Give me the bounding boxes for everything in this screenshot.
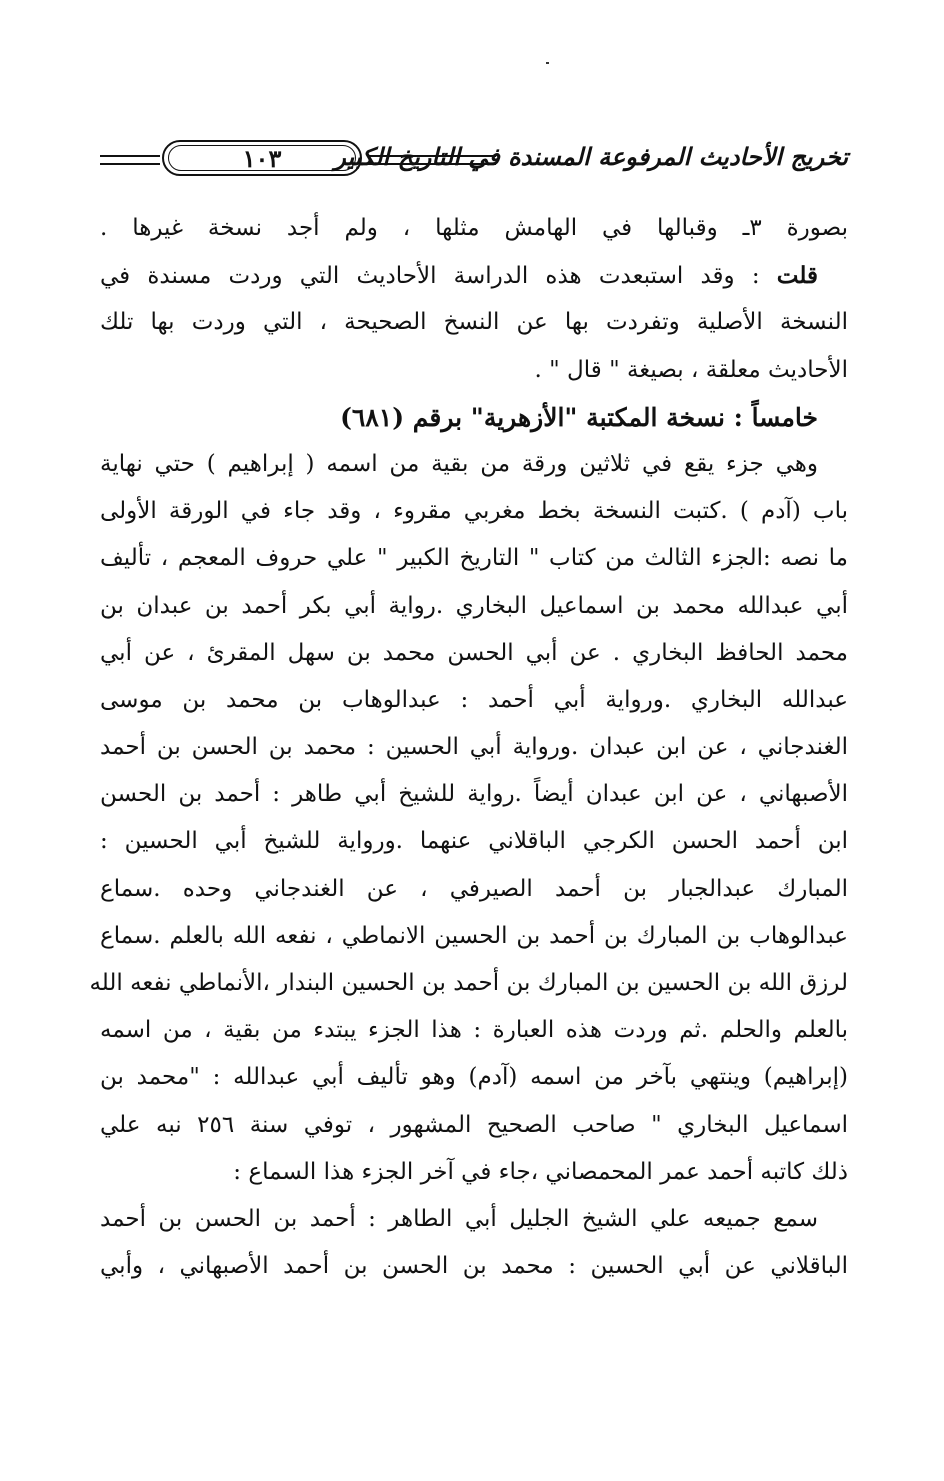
text-line: أبي عبدالله محمد بن اسماعيل البخاري .رواية أبي بكر أحمد بن عبدان بن (100, 592, 848, 619)
page-number: ١٠٣ (242, 143, 282, 173)
text-line: الباقلاني عن أبي الحسين : محمد بن الحسن بن أحمد الأصبهاني ، وأبي (100, 1253, 848, 1280)
running-title: تخريج الأحاديث المرفوعة المسندة في التاريخ الكبير (334, 142, 848, 171)
qultu-keyword: قلت (776, 262, 818, 290)
text-line: الأصبهاني ، عن ابن عبدان أيضاً .رواية للشيخ أبي طاهر : أحمد بن الحسن (100, 781, 848, 808)
text-line: بالعلم والحلم .ثم وردت هذه العبارة : هذا الجزء يبتدء من بقية ، من اسمه (100, 1017, 848, 1044)
text-line: عبدالله البخاري .ورواية أبي أحمد : عبدالوهاب بن محمد بن موسى (100, 686, 848, 713)
text-line: المبارك عبدالجبار بن أحمد الصيرفي ، عن الغندجاني وحده .سماع (100, 875, 848, 902)
paragraph (89, 441, 849, 1196)
text-line: لرزق الله بن الحسين بن المبارك بن أحمد بن الحسين البندار ،الأنماطي نفعه الله (89, 970, 848, 996)
text-line: اسماعيل البخاري " صاحب الصحيح المشهور ، توفي سنة ٢٥٦ نبه علي (100, 1111, 849, 1138)
scan-speck (546, 62, 549, 64)
text-line: محمد الحافظ البخاري . عن أبي الحسن محمد بن سهل المقرئ ، عن أبي (100, 639, 848, 666)
text-line: الأحاديث معلقة ، بصيغة " قال " . (534, 356, 848, 383)
paragraph (100, 1196, 848, 1290)
text-line: ما نصه :الجزء الثالث من كتاب " التاريخ الكبير " علي حروف المعجم ، تأليف (100, 545, 848, 572)
text-line: بصورة ٣ـ وقبالها في الهامش مثلها ، ولم أجد نسخة غيرها . (100, 215, 848, 241)
page-header (100, 136, 848, 180)
text-line: ذلك كاتبه أحمد عمر المحمصاني ،جاء في آخر الجزء هذا السماع : (233, 1158, 848, 1185)
page-body (89, 205, 849, 1290)
page-number-frame (162, 140, 362, 176)
text-line: سمع جميعه علي الشيخ الجليل أبي الطاهر : أحمد بن الحسن بن أحمد (100, 1205, 818, 1232)
section-heading: خامساً : نسخة المكتبة "الأزهرية" برقم (٦٨١) (340, 402, 818, 432)
header-rule-left (100, 155, 160, 165)
text-span: : وقد استبعدت هذه الدراسة الأحاديث التي وردت مسندة في (100, 263, 777, 290)
text-line: النسخة الأصلية وتفردت بها عن النسخ الصحيحة ، التي وردت بها تلك (100, 309, 848, 336)
text-line: باب (آدم ) .كتبت النسخة بخط مغربي مقروء ، وقد جاء في الورقة الأولى (100, 498, 848, 525)
text-line: عبدالوهاب بن المبارك بن أحمد بن الحسين الانماطي ، نفعه الله بالعلم .سماع (100, 922, 848, 949)
text-line: وهي جزء يقع في ثلاثين ورقة من بقية من اسمه ( إبراهيم ) حتي نهاية (100, 450, 818, 477)
text-line: ابن أحمد الحسن الكرجي الباقلاني عنهما .ورواية للشيخ أبي الحسين : (100, 828, 848, 855)
text-line: (إبراهيم) وينتهي بآخر من اسمه (آدم) وهو تأليف أبي عبدالله : "محمد بن (100, 1064, 848, 1091)
text-line: الغندجاني ، عن ابن عبدان .ورواية أبي الحسين : محمد بن الحسن بن أحمد (100, 734, 848, 761)
text-line (100, 252, 848, 299)
